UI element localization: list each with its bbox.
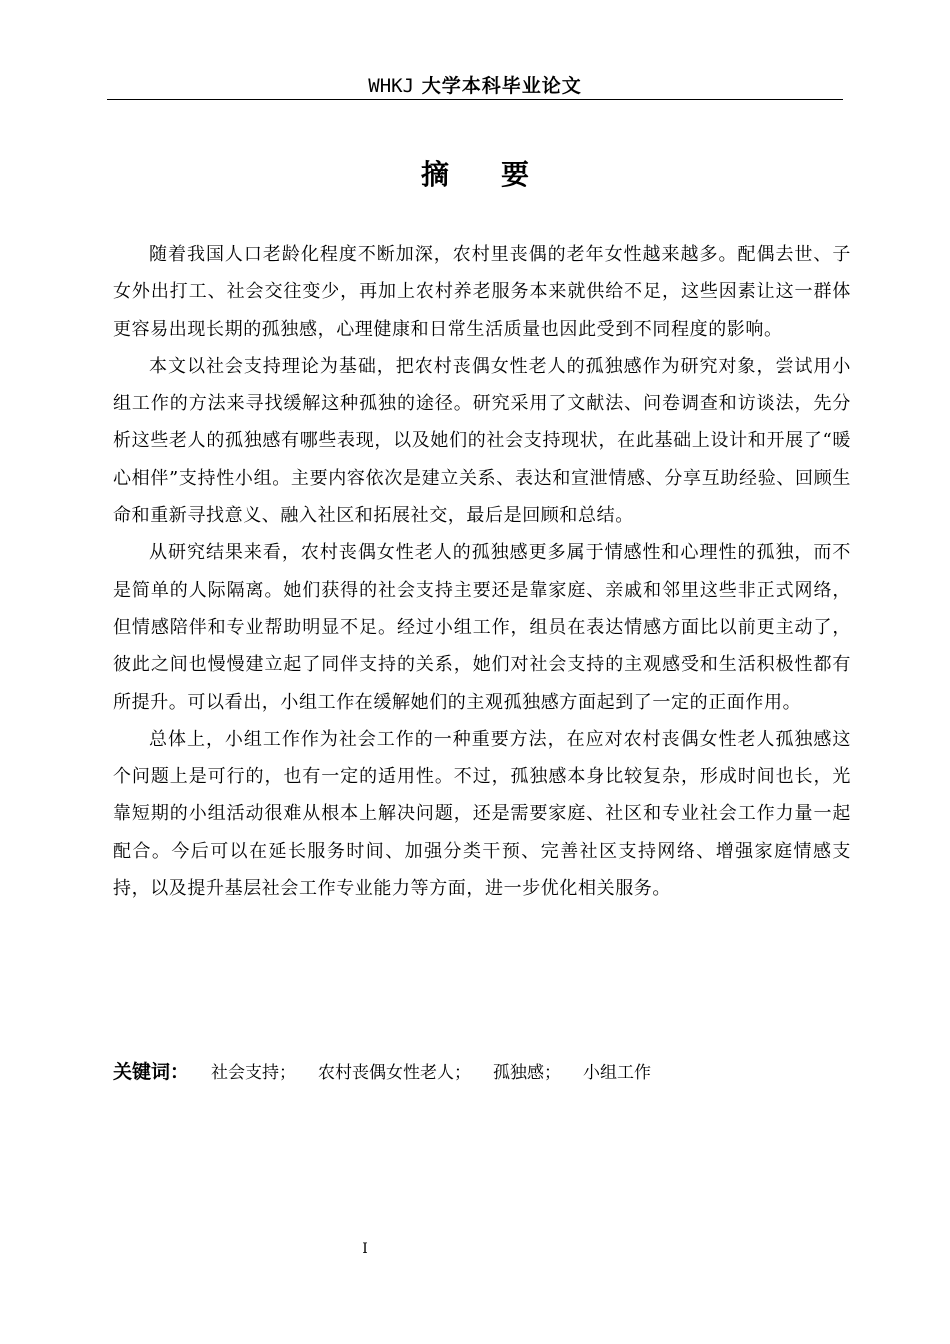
page-number: I [362, 1241, 368, 1257]
keyword-item: 小组工作 [583, 1063, 652, 1083]
abstract-paragraph-4: 总体上，小组工作作为社会工作的一种重要方法，在应对农村丧偶女性老人孤独感这个问题上是可行的，也有一定的适用性。不过，孤独感本身比较复杂，形成时间也长，光靠短期的小组活动很难从根本上解决问题，还是需要家庭、社区和专业社会工作力量一起配合。今后可以在延长服务时间、加强分类干预、完善社区支持网络、增强家庭情感支持，以及提升基层社会工作专业能力等方面，进一步优化相关服务。 [113, 728, 851, 900]
keywords-label: 关键词： [113, 1061, 190, 1083]
header-institution-code: WHKJ [368, 75, 415, 97]
keyword-item: 农村丧偶女性老人； [318, 1063, 472, 1083]
abstract-paragraph-2: 本文以社会支持理论为基础，把农村丧偶女性老人的孤独感作为研究对象，尝试用小组工作的方法来寻找缓解这种孤独的途径。研究采用了文献法、问卷调查和访谈法，先分析这些老人的孤独感有哪些表现，以及她们的社会支持现状，在此基础上设计和开展了“暖心相伴”支持性小组。主要内容依次是建立关系、表达和宣泄情感、分享互助经验、回顾生命和重新寻找意义、融入社区和拓展社交，最后是回顾和总结。 [113, 355, 851, 527]
header-title: 大学本科毕业论文 [421, 75, 582, 97]
header-rule [107, 99, 843, 100]
running-header [107, 72, 843, 100]
keywords-line [113, 1057, 851, 1088]
keyword-item: 社会支持； [211, 1063, 297, 1083]
abstract-paragraph-3: 从研究结果来看，农村丧偶女性老人的孤独感更多属于情感性和心理性的孤独，而不是简单的人际隔离。她们获得的社会支持主要还是靠家庭、亲戚和邻里这些非正式网络，但情感陪伴和专业帮助明显不足。经过小组工作，组员在表达情感方面比以前更主动了，彼此之间也慢慢建立起了同伴支持的关系，她们对社会支持的主观感受和生活积极性都有所提升。可以看出，小组工作在缓解她们的主观孤独感方面起到了一定的正面作用。 [113, 542, 851, 713]
keyword-item: 孤独感； [493, 1063, 562, 1083]
abstract-body [113, 236, 851, 907]
abstract-paragraph-1: 随着我国人口老龄化程度不断加深，农村里丧偶的老年女性越来越多。配偶去世、子女外出打工、社会交往变少，再加上农村养老服务本来就供给不足，这些因素让这一群体更容易出现长期的孤独感，心理健康和日常生活质量也因此受到不同程度的影响。 [113, 244, 851, 340]
abstract-title: 摘要 [420, 158, 581, 191]
